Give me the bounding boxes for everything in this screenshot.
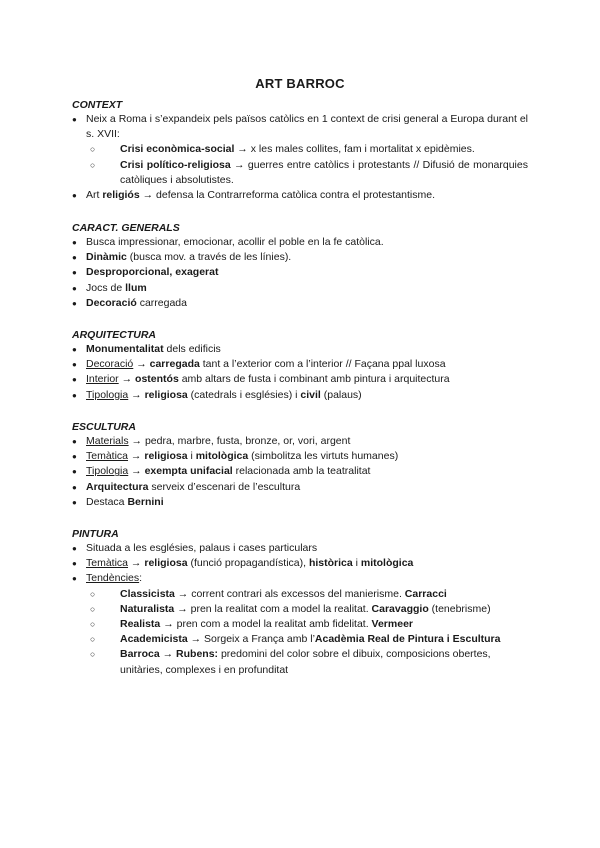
- section-heading: CARACT. GENERALS: [72, 222, 180, 234]
- list-item: ● Tendències:: [72, 571, 528, 586]
- list-item: ○ Academicista → Sorgeix a França amb l’Acadèmia Real de Pintura i Escultura: [72, 632, 528, 647]
- list-item: ● Decoració → carregada tant a l’exterior com a l’interior // Façana ppal luxosa: [72, 357, 528, 372]
- list-item: ○ Crisi político-religiosa → guerres entre catòlics i protestants // Difusió de monarquies catòliques i absolutistes.: [72, 158, 528, 188]
- list-item: ● Tipologia → exempta unifacial relacionada amb la teatralitat: [72, 464, 528, 479]
- list-item: ● Decoració carregada: [72, 296, 528, 311]
- list-item: ● Monumentalitat dels edificis: [72, 342, 528, 357]
- list-item: ● Jocs de llum: [72, 281, 528, 296]
- list-item: ○ Realista → pren com a model la realitat amb fidelitat. Vermeer: [72, 617, 528, 632]
- list-item: ○ Barroca → Rubens: predomini del color sobre el dibuix, composicions obertes, unitàries, complexes i en profunditat: [72, 647, 528, 677]
- list-item: ● Desproporcional, exagerat: [72, 265, 528, 280]
- section-caract-generals: [72, 221, 528, 311]
- list-item: ● Tipologia → religiosa (catedrals i esglésies) i civil (palaus): [72, 388, 528, 403]
- list-item: ● Busca impressionar, emocionar, acollir el poble en la fe catòlica.: [72, 235, 528, 250]
- list-item: ● Dinàmic (busca mov. a través de les línies).: [72, 250, 528, 265]
- list-item: ● Neix a Roma i s’expandeix pels països catòlics en 1 context de crisi general a Europa durant el s. XVII:: [72, 112, 528, 142]
- list-item: ● Art religiós → defensa la Contrarreforma catòlica contra el protestantisme.: [72, 188, 528, 203]
- list-item: ● Materials → pedra, marbre, fusta, bronze, or, vori, argent: [72, 434, 528, 449]
- list-item: ○ Naturalista → pren la realitat com a model la realitat. Caravaggio (tenebrisme): [72, 602, 528, 617]
- section-context: [72, 98, 528, 203]
- list-item: ● Destaca Bernini: [72, 495, 528, 510]
- section-heading: ESCULTURA: [72, 421, 136, 433]
- page-title: ART BARROC: [255, 76, 345, 91]
- list-item: ○ Crisi econòmica-social → x les males collites, fam i mortalitat x epidèmies.: [72, 142, 528, 157]
- list-item: ● Temàtica → religiosa i mitològica (simbolitza les virtuts humanes): [72, 449, 528, 464]
- list-item: ● Temàtica → religiosa (funció propagandística), històrica i mitològica: [72, 556, 528, 571]
- section-heading: PINTURA: [72, 528, 119, 540]
- section-pintura: [72, 527, 528, 678]
- list-item: ● Interior → ostentós amb altars de fusta i combinant amb pintura i arquitectura: [72, 372, 528, 387]
- section-escultura: [72, 420, 528, 510]
- section-arquitectura: [72, 328, 528, 403]
- list-item: ○ Classicista → corrent contrari als excessos del manierisme. Carracci: [72, 587, 528, 602]
- section-heading: ARQUITECTURA: [72, 329, 156, 341]
- section-heading: CONTEXT: [72, 99, 123, 111]
- list-item: ● Situada a les esglésies, palaus i cases particulars: [72, 541, 528, 556]
- list-item: ● Arquitectura serveix d’escenari de l’escultura: [72, 480, 528, 495]
